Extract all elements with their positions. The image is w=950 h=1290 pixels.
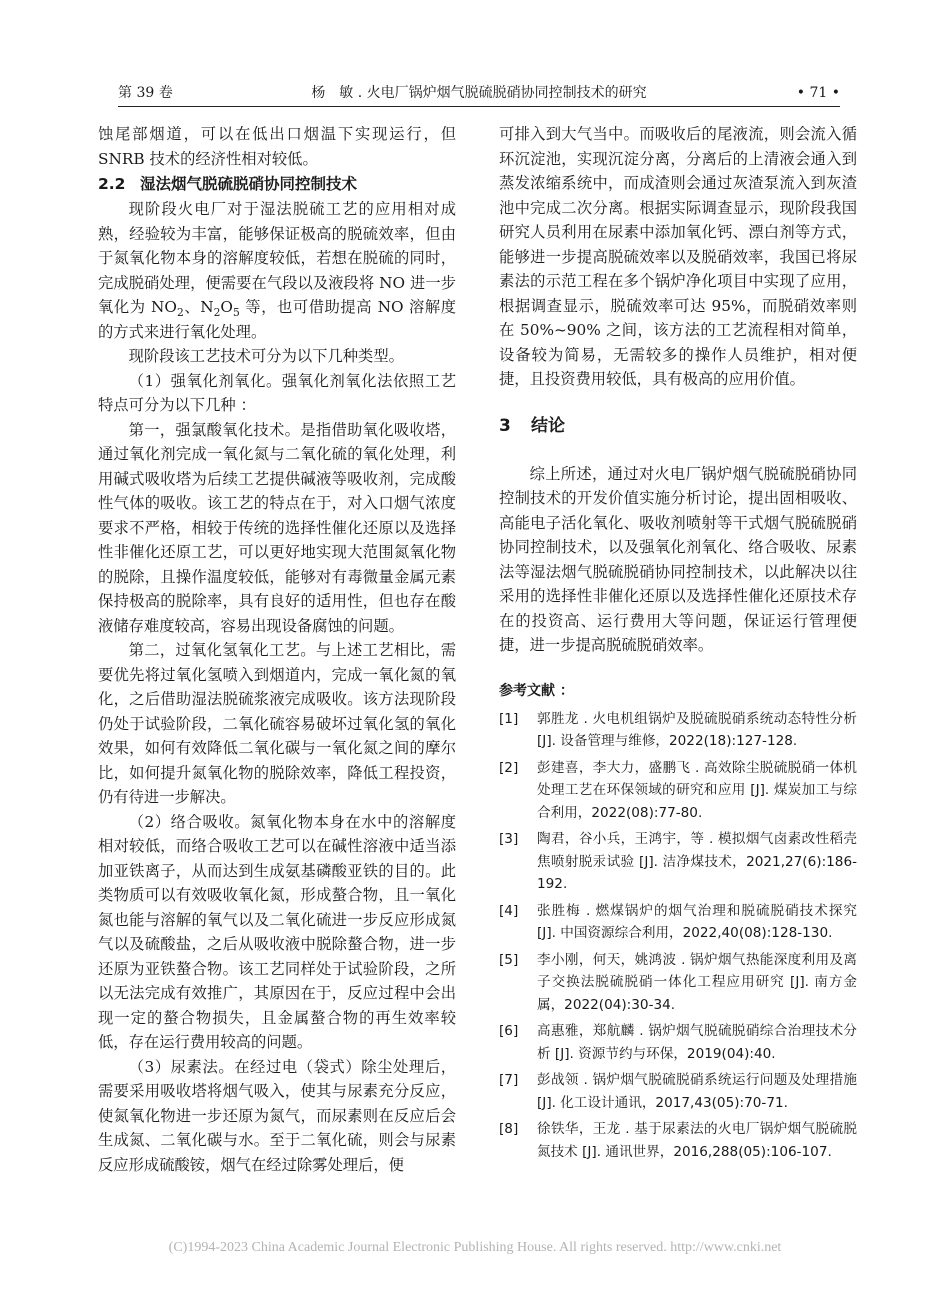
reference-text: 彭建喜，李大力，盛鹏飞 . 高效除尘脱硫脱硝一体机处理工艺在环保领域的研究和应用 [J]. 煤炭加工与综合利用，2022(08):77-80. [537, 759, 857, 821]
section-number: 3 [499, 415, 511, 436]
reference-item [499, 1118, 857, 1163]
reference-text: 徐铁华，王龙 . 基于尿素法的火电厂锅炉烟气脱硫脱氮技术 [J]. 通讯世界，2016,288(05):106-107. [537, 1121, 857, 1160]
reference-text: 彭战领 . 锅炉烟气脱硫脱硝系统运行问题及处理措施 [J]. 化工设计通讯，2017,43(05):70-71. [537, 1072, 857, 1111]
reference-text: 郭胜龙 . 火电机组锅炉及脱硫脱硝系统动态特性分析 [J]. 设备管理与维修，2022(18):127-128. [537, 710, 857, 749]
running-header [118, 80, 840, 107]
section-title: 湿法烟气脱硫脱硝协同控制技术 [140, 175, 358, 193]
paragraph: 现阶段该工艺技术可分为以下几种类型。 [128, 347, 404, 365]
reference-number: [5] [499, 951, 519, 968]
page-number: • 71 • [796, 85, 840, 101]
reference-number: [2] [499, 759, 519, 776]
reference-number: [4] [499, 902, 519, 919]
paragraph: （3）尿素法。在经过电（袋式）除尘处理后，需要采用吸收塔将烟气吸入，使其与尿素充分反应，使氮氧化物进一步还原为氮气，而尿素则在反应后会生成氮、二氧化碳与水。至于二氧化硫，则会与尿素反应形成硫酸铵，烟气在经过除雾处理后，便 [98, 1057, 456, 1174]
section-number: 2.2 [98, 175, 126, 193]
reference-list [499, 708, 857, 1164]
reference-item [499, 1069, 857, 1114]
reference-number: [8] [499, 1121, 519, 1137]
paragraph: 第二，过氧化氢氧化工艺。与上述工艺相比，需要优先将过氧化氢喷入到烟道内，完成一氧化氮的氧化，之后借助湿法脱硫浆液完成吸收。该方法现阶段仍处于试验阶段，二氧化硫容易破坏过氧化氢的氧化效果，如何有效降低二氧化碳与一氧化氮之间的摩尔比，如何提升氮氧化物的脱除效率，降低工程投资，仍有待进一步解决。 [98, 641, 456, 806]
reference-item [499, 828, 857, 896]
section-heading [499, 412, 857, 440]
paragraph: 蚀尾部烟道，可以在低出口烟温下实现运行，但SNRB 技术的经济性相对较低。 [98, 125, 456, 168]
paragraph: 综上所述，通过对火电厂锅炉烟气脱硫脱硝协同控制技术的开发价值实施分析讨论，提出固相吸收、高能电子活化氧化、吸收剂喷射等干式烟气脱硫脱硝协同控制技术，以及强氧化剂氧化、络合吸收、尿素法等湿法烟气脱硫脱硝协同控制技术，以此解决以往采用的选择性非催化还原以及选择性催化还原技术存在的投资高、运行费用大等问题，保证运行管理便捷，进一步提高脱硫脱硝效率。 [499, 464, 857, 654]
reference-number: [3] [499, 831, 519, 847]
reference-number: [1] [499, 710, 519, 727]
reference-number: [7] [499, 1072, 519, 1088]
right-column [499, 122, 857, 1167]
section-heading [98, 171, 456, 197]
reference-text: 张胜梅 . 燃煤锅炉的烟气治理和脱硫脱硝技术探究 [J]. 中国资源综合利用，2022,40(08):128-130. [537, 902, 857, 941]
reference-number: [6] [499, 1023, 519, 1039]
reference-text: 高惠雅，郑航麟 . 锅炉烟气脱硫脱硝综合治理技术分析 [J]. 资源节约与环保，2019(04):40. [537, 1023, 857, 1062]
reference-text: 陶君，谷小兵，王鸿宇，等 . 模拟烟气卤素改性稻壳焦喷射脱汞试验 [J]. 洁净煤技术，2021,27(6):186-192. [537, 831, 857, 892]
reference-item [499, 900, 857, 945]
volume-label: 第 39 卷 [118, 85, 173, 101]
paragraph: （1）强氧化剂氧化。强氧化剂氧化法依照工艺特点可分为以下几种 ： [98, 371, 456, 414]
references-title: 参考文献 ： [499, 682, 574, 699]
paragraph: 现阶段火电厂对于湿法脱硫工艺的应用相对成熟，经验较为丰富，能够保证极高的脱硫效率，但由于氮氧化物本身的溶解度较低，若想在脱硫的同时，完成脱硝处理，便需要在气段以及液段将 NO 进一步氧化为 $NO_2$、$N_2O_5$ 等，也可借助提高 NO 溶解度的方式来进行氧化处理。 [98, 200, 456, 341]
section-title: 结论 [531, 415, 565, 436]
reference-item [499, 1020, 857, 1065]
paragraph: 第一，强氯酸氧化技术。是指借助氧化吸收塔，通过氧化剂完成一氧化氮与二氧化硫的氧化处理，利用碱式吸收塔为后续工艺提供碱液等吸收剂，完成酸性气体的吸收。该工艺的特点在于，对入口烟气浓度要求不严格，相较于传统的选择性催化还原以及选择性非催化还原工艺，可以更好地实现大范围氮氧化物的脱除，且操作温度较低，能够对有毒微量金属元素保持极高的脱除率，具有良好的适用性，但也存在酸液储存难度较高，容易出现设备腐蚀的问题。 [98, 420, 456, 635]
paragraph: （2）络合吸收。氮氧化物本身在水中的溶解度相对较低，而络合吸收工艺可以在碱性溶液中适当添加亚铁离子，从而达到生成氨基磷酸亚铁的目的。此类物质可以有效吸收氧化氮，形成螯合物，且一氧化氮也能与溶解的氧气以及二氧化硫进一步反应形成氮气以及硫酸盐，之后从吸收液中脱除螯合物，进一步还原为亚铁螯合物。该工艺同样处于试验阶段，之所以无法完成有效推广，其原因在于，反应过程中会出现一定的螯合物损失，且金属螯合物的再生效率较低，存在运行费用较高的问题。 [98, 812, 456, 1051]
paragraph: 可排入到大气当中。而吸收后的尾液流，则会流入循环沉淀池，实现沉淀分离，分离后的上清液会通入到蒸发浓缩系统中，而成渣则会通过灰渣泵流入到灰渣池中完成二次分离。根据实际调查显示，现阶段我国研究人员利用在尿素中添加氧化钙、漂白剂等方式，能够进一步提高脱硫效率以及脱硝效率，我国已将尿素法的示范工程在多个锅炉净化项目中实现了应用，根据调查显示，脱硫效率可达 95%，而脱硝效率则在 50%~90% 之间，该方法的工艺流程相对简单，设备较为简易，无需较多的操作人员维护，相对便捷，且投资费用较低，具有极高的应用价值。 [499, 125, 857, 388]
reference-item [499, 757, 857, 825]
left-column [98, 122, 456, 1177]
reference-item [499, 708, 857, 753]
reference-text: 李小刚，何天，姚鸿波 . 锅炉烟气热能深度利用及离子交换法脱硫脱硝一体化工程应用研究 [J]. 南方金属，2022(04):30-34. [537, 951, 857, 1013]
reference-item [499, 949, 857, 1017]
copyright-footer: (C)1994-2023 China Academic Journal Electronic Publishing House. All rights reserved. http://www.cnki.net [168, 1240, 782, 1255]
running-title: 杨 敏 . 火电厂锅炉烟气脱硫脱硝协同控制技术的研究 [311, 85, 647, 101]
